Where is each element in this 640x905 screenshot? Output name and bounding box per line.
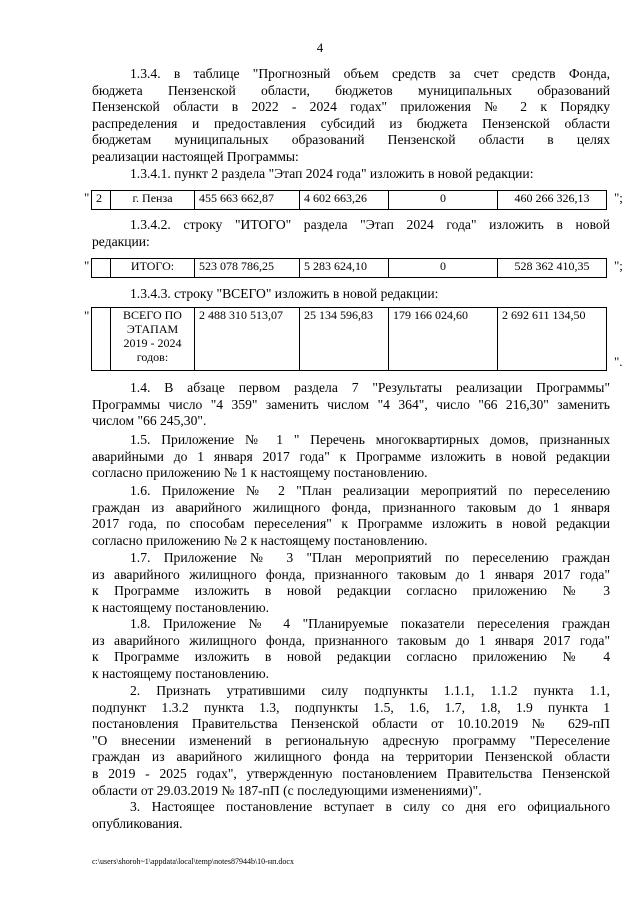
paragraph-1-3-4-3 <box>92 286 610 303</box>
text-line: Пензенской области в 2022 - 2024 годах" приложения № 2 к Порядку <box>92 99 610 115</box>
text-line: "О внесении изменений в региональную адресную программу "Переселение <box>92 732 610 748</box>
text-line: согласно приложению № 2 к настоящему постановлению. <box>92 532 428 548</box>
text-line: в 2019 - 2025 годах", утвержденную постановлением Правительства Пензенской <box>92 765 610 781</box>
table-row-itogo <box>91 258 607 278</box>
paragraph-1-8 <box>92 616 610 682</box>
text-line: 1.3.4.1. пункт 2 раздела "Этап 2024 года" изложить в новой редакции: <box>130 166 534 181</box>
table-cell: 2 692 611 134,50 <box>498 308 607 371</box>
paragraph-1-4 <box>92 380 610 430</box>
table-row-penza <box>91 190 607 210</box>
close-quote: ". <box>614 354 623 369</box>
table-cell: 2 488 310 513,07 <box>195 308 300 371</box>
text-line: граждан из аварийного жилищного фонда на территории Пензенской области <box>92 749 610 765</box>
text-line: бюджетам муниципальных образований Пензенской области в целях <box>92 132 610 148</box>
footer-file-path: c:\users\shoroh~1\appdata\local\temp\notes87944b\10-нп.docx <box>92 857 294 866</box>
table-cell: 0 <box>389 191 498 210</box>
text-line: редакции: <box>92 233 150 249</box>
text-line: из аварийного жилищного фонда, признанного таковым до 1 января 2017 года" <box>92 566 610 582</box>
paragraph-1-3-4-2 <box>92 217 610 250</box>
table-cell <box>92 259 111 278</box>
text-line: аварийными до 1 января 2017 года" к Программе изложить в новой редакции <box>92 448 610 464</box>
table-cell <box>92 308 111 371</box>
text-line: к Программе изложить в новой редакции согласно приложению № 4 <box>92 649 610 665</box>
close-quote: "; <box>614 190 623 205</box>
text-line: 1.5. Приложение № 1 " Перечень многоквартирных домов, признанных <box>130 432 610 447</box>
text-line: опубликования. <box>92 815 183 831</box>
table-cell: 528 362 410,35 <box>498 259 607 278</box>
text-line: области от 29.03.2019 № 187-пП (с последующими изменениями)". <box>92 782 482 798</box>
label-line: ЭТАПАМ <box>126 322 179 336</box>
text-line: к Программе изложить в новой редакции согласно приложению № 3 <box>92 583 610 599</box>
close-quote: "; <box>614 258 623 273</box>
paragraph-2 <box>92 683 610 799</box>
text-line: согласно приложению № 1 к настоящему постановлению. <box>92 465 428 481</box>
text-line: 1.3.4.2. строку "ИТОГО" раздела "Этап 2024 года" изложить в новой <box>130 217 610 232</box>
table-cell: г. Пенза <box>111 191 195 210</box>
text-line: к настоящему постановлению. <box>92 599 270 615</box>
text-line: 2017 года, по способам переселения" к Программе изложить в новой редакции <box>92 516 610 532</box>
text-line: граждан из аварийного жилищного фонда, признанного таковым до 1 января <box>92 499 610 515</box>
text-line: подпункт 1.3.2 пункта 1.3, подпункты 1.5, 1.6, 1.7, 1.8, 1.9 пункта 1 <box>92 699 610 715</box>
text-line: 1.4. В абзаце первом раздела 7 "Результаты реализации Программы" <box>130 380 610 395</box>
label-line: годов: <box>136 350 169 364</box>
text-line: 2. Признать утратившими силу подпункты 1.1.1, 1.1.2 пункта 1.1, <box>130 683 610 698</box>
table-cell: 5 283 624,10 <box>300 259 389 278</box>
table-cell: 4 602 663,26 <box>300 191 389 210</box>
paragraph-1-5 <box>92 432 610 482</box>
open-quote: " <box>84 190 90 205</box>
text-line: к настоящему постановлению. <box>92 665 270 681</box>
open-quote: " <box>84 258 90 273</box>
page-number: 4 <box>316 40 324 55</box>
text-line: 1.3.4.3. строку "ВСЕГО" изложить в новой редакции: <box>130 286 439 301</box>
text-line: Программы число "4 359" заменить числом "4 364", число "66 216,30" заменить <box>92 396 610 412</box>
table-cell: 25 134 596,83 <box>300 308 389 371</box>
paragraph-1-3-4 <box>92 66 610 166</box>
text-line: числом "66 245,30". <box>92 413 207 429</box>
text-line: реализации настоящей Программы: <box>92 148 299 164</box>
table-cell: 460 266 326,13 <box>498 191 607 210</box>
text-line: 1.3.4. в таблице "Прогнозный объем средств за счет средств Фонда, <box>130 66 610 81</box>
text-line: 3. Настоящее постановление вступает в силу со дня его официального <box>130 799 610 814</box>
table-cell: 2 <box>92 191 111 210</box>
table-cell: 455 663 662,87 <box>195 191 300 210</box>
paragraph-1-3-4-1 <box>92 166 610 183</box>
text-line: бюджета Пензенской области, бюджетов муниципальных образований <box>92 82 610 98</box>
paragraph-1-7 <box>92 550 610 616</box>
text-line: из аварийного жилищного фонда, признанного таковым до 1 января 2017 года" <box>92 632 610 648</box>
table-cell: 523 078 786,25 <box>195 259 300 278</box>
label-line: ВСЕГО ПО <box>123 308 182 322</box>
table-cell-label <box>111 308 195 371</box>
paragraph-1-6 <box>92 483 610 549</box>
paragraph-3 <box>92 799 610 832</box>
text-line: распределения и предоставления субсидий из бюджета Пензенской области <box>92 115 610 131</box>
table-cell: 179 166 024,60 <box>389 308 498 371</box>
text-line: постановления Правительства Пензенской области от 10.10.2019 № 629-пП <box>92 716 610 732</box>
table-cell: 0 <box>389 259 498 278</box>
text-line: 1.7. Приложение № 3 "План мероприятий по переселению граждан <box>130 550 610 565</box>
text-line: 1.6. Приложение № 2 "План реализации мероприятий по переселению <box>130 483 610 498</box>
table-row-vsego <box>91 307 607 371</box>
label-line: 2019 - 2024 <box>123 336 182 350</box>
text-line: 1.8. Приложение № 4 "Планируемые показатели переселения граждан <box>130 616 610 631</box>
table-cell: ИТОГО: <box>111 259 195 278</box>
open-quote: " <box>84 308 90 323</box>
